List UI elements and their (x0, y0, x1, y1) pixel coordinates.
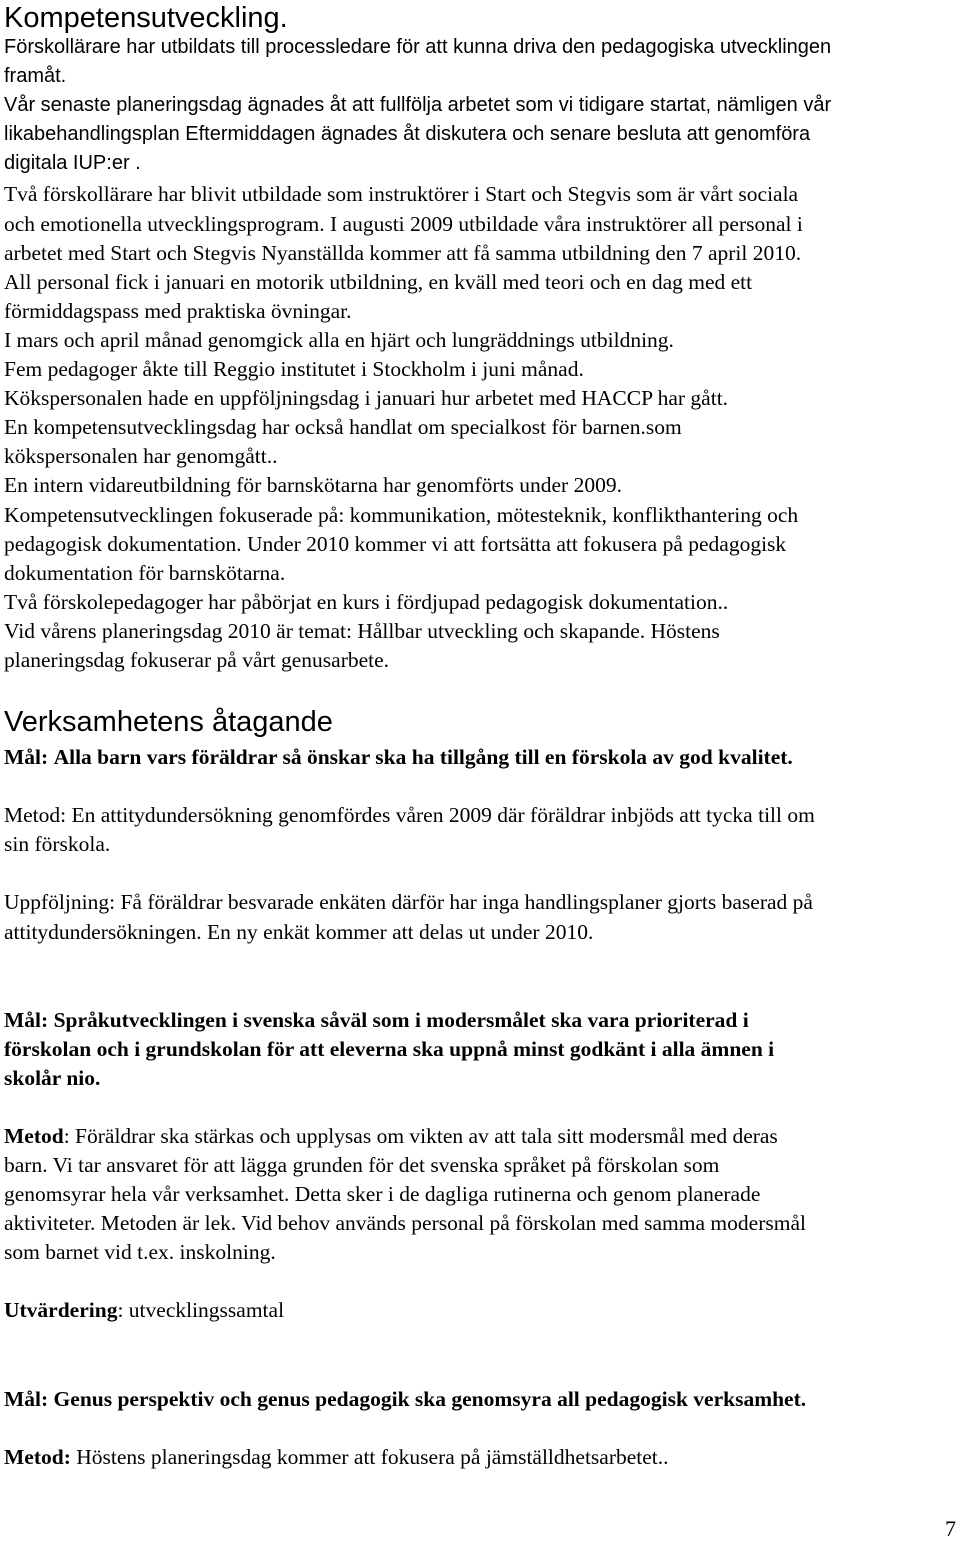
method-line: barn. Vi tar ansvaret för att lägga grunden för det svenska språket på förskolan som (4, 1153, 720, 1177)
paragraph-line: digitala IUP:er . (4, 152, 141, 174)
goal-text: Mål: Genus perspektiv och genus pedagogik ska genomsyra all pedagogisk verksamhet. (4, 1387, 807, 1411)
goal-2-line (4, 1006, 749, 1035)
section-heading-verksamhetens-atagande: Verksamhetens åtagande (4, 706, 333, 738)
goal-3-line (4, 1385, 806, 1414)
paragraph-line: Vår senaste planeringsdag ägnades åt att fullfölja arbetet som vi tidigare startat, nämligen vår (4, 94, 832, 116)
method-text: Höstens planeringsdag kommer att fokusera på jämställdhetsarbetet.. (70, 1445, 669, 1469)
paragraph-line: planeringsdag fokuserar på vårt genusarbete. (4, 648, 390, 672)
paragraph-line: Fem pedagoger åkte till Reggio institutet i Stockholm i juni månad. (4, 357, 584, 381)
paragraph-line: Två förskolepedagoger har påbörjat en kurs i fördjupad pedagogisk dokumentation.. (4, 590, 729, 614)
paragraph-line: I mars och april månad genomgick alla en hjärt och lungräddnings utbildning. (4, 328, 674, 352)
goal-1-line (4, 743, 793, 772)
goal-text: förskolan och i grundskolan för att eleverna ska uppnå minst godkänt i alla ämnen i (4, 1037, 775, 1061)
goal-2-line (4, 1064, 100, 1093)
goal-text: Språkutvecklingen i svenska såväl som i modersmålet ska vara prioriterad i (53, 1008, 749, 1032)
paragraph-line: framåt. (4, 65, 67, 87)
method-line: Metod: En attitydundersökning genomfördes våren 2009 där föräldrar inbjöds att tycka till om (4, 803, 815, 827)
followup-line: Uppföljning: Få föräldrar besvarade enkäten därför har inga handlingsplaner gjorts baserad på (4, 890, 813, 914)
method-label: Metod (4, 1124, 64, 1148)
paragraph-line: pedagogisk dokumentation. Under 2010 kommer vi att fortsätta att fokusera på pedagogisk (4, 532, 787, 556)
method-line (4, 1122, 778, 1151)
method-line (4, 1443, 669, 1472)
goal-label: Mål: (4, 745, 49, 769)
goal-text: skolår nio. (4, 1066, 101, 1090)
goal-text: Alla barn vars föräldrar så önskar ska ha tillgång till en förskola av god kvalitet. (53, 745, 793, 769)
paragraph-line: Vid vårens planeringsdag 2010 är temat: Hållbar utveckling och skapande. Höstens (4, 619, 720, 643)
paragraph-line: Två förskollärare har blivit utbildade som instruktörer i Start och Stegvis som är vårt sociala (4, 182, 799, 206)
paragraph-line: dokumentation för barnskötarna. (4, 561, 286, 585)
followup-line: attitydundersökningen. En ny enkät kommer att delas ut under 2010. (4, 920, 594, 944)
paragraph-line: kökspersonalen har genomgått.. (4, 444, 278, 468)
method-line: aktiviteter. Metoden är lek. Vid behov används personal på förskolan med samma modersmål (4, 1211, 806, 1235)
paragraph-line: Förskollärare har utbildats till processledare för att kunna driva den pedagogiska utvecklingen (4, 36, 832, 58)
paragraph-line: och emotionella utvecklingsprogram. I augusti 2009 utbildade våra instruktörer all personal i (4, 212, 803, 236)
method-text: : Föräldrar ska stärkas och upplysas om vikten av att tala sitt modersmål med deras (63, 1124, 778, 1148)
goal-label: Mål: (4, 1008, 49, 1032)
method-line: genomsyrar hela vår verksamhet. Detta sker i de dagliga rutinerna och genom planerade (4, 1182, 761, 1206)
evaluation-line (4, 1296, 284, 1325)
paragraph-line: Kompetensutvecklingen fokuserade på: kommunikation, mötesteknik, konflikthantering och (4, 503, 799, 527)
page-number: 7 (945, 1516, 956, 1541)
method-line: sin förskola. (4, 832, 111, 856)
evaluation-text: : utvecklingssamtal (117, 1298, 285, 1322)
method-line: som barnet vid t.ex. inskolning. (4, 1240, 276, 1264)
paragraph-line: All personal fick i januari en motorik utbildning, en kväll med teori och en dag med ett (4, 270, 753, 294)
section-heading-kompetensutveckling: Kompetensutveckling. (4, 2, 288, 34)
paragraph-line: En kompetensutvecklingsdag har också handlat om specialkost för barnen.som (4, 415, 682, 439)
evaluation-label: Utvärdering (4, 1298, 118, 1322)
paragraph-line: förmiddagspass med praktiska övningar. (4, 299, 352, 323)
paragraph-line: likabehandlingsplan Eftermiddagen ägnades åt diskutera och senare besluta att genomföra (4, 123, 811, 145)
method-label: Metod: (4, 1445, 71, 1469)
paragraph-line: Kökspersonalen hade en uppföljningsdag i januari hur arbetet med HACCP har gått. (4, 386, 729, 410)
paragraph-line: arbetet med Start och Stegvis Nyanställda kommer att få samma utbildning den 7 april 2010. (4, 241, 802, 265)
paragraph-line: En intern vidareutbildning för barnskötarna har genomförts under 2009. (4, 473, 622, 497)
goal-2-line (4, 1035, 774, 1064)
